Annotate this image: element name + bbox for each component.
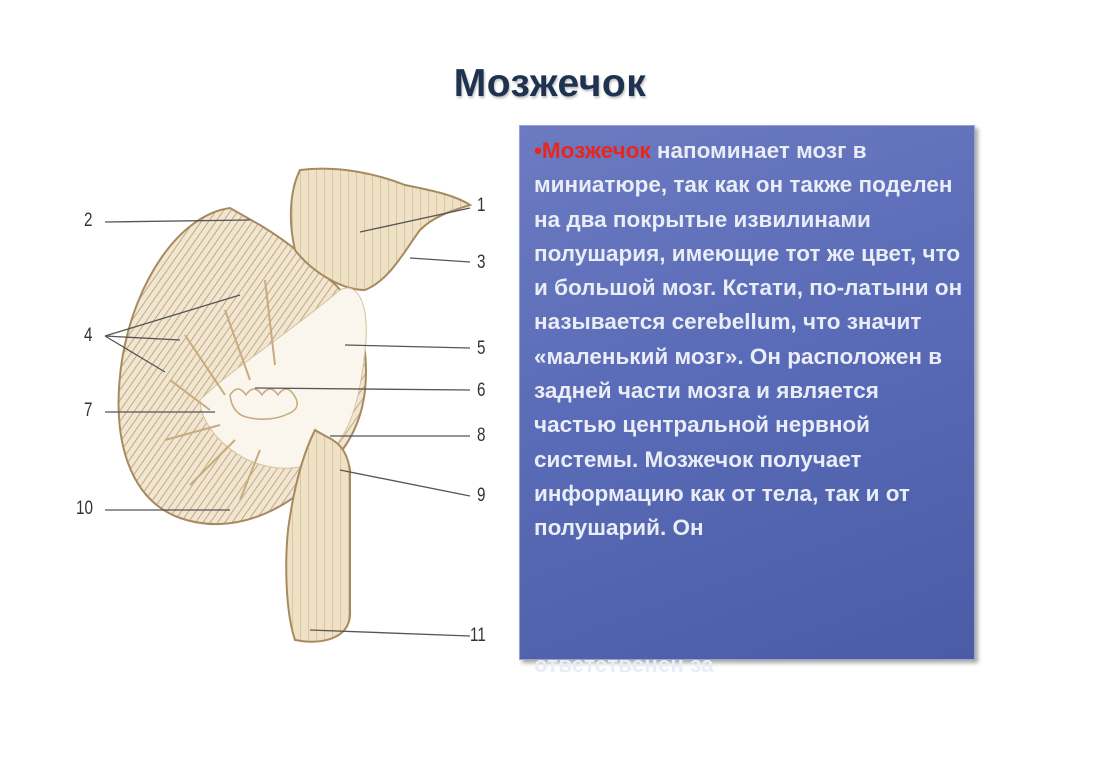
diagram-label-7: 7 <box>84 400 93 421</box>
diagram-label-5: 5 <box>477 338 486 359</box>
cerebellum-illustration <box>60 140 500 680</box>
highlight-term: Мозжечок <box>541 138 651 163</box>
diagram-label-8: 8 <box>477 425 486 446</box>
cerebellum-diagram <box>60 140 500 680</box>
diagram-label-2: 2 <box>84 210 93 231</box>
description-panel <box>519 125 975 677</box>
slide-title: Мозжечок <box>453 62 647 105</box>
diagram-label-6: 6 <box>477 380 486 401</box>
diagram-label-4: 4 <box>84 325 93 346</box>
diagram-label-3: 3 <box>477 252 486 273</box>
diagram-label-9: 9 <box>477 485 486 506</box>
diagram-label-11: 11 <box>470 625 486 646</box>
diagram-label-1: 1 <box>477 195 486 216</box>
diagram-label-10: 10 <box>76 498 93 519</box>
description-text <box>534 134 964 546</box>
bullet-marker: • <box>534 138 542 163</box>
description-body: напоминает мозг в миниатюре, так как он также поделен на два покрытые извилинами полушария, имеющие тот же цвет, что и большой мозг. Кстати, по-латыни он называется cerebellum, что значит «маленький мозг». Он расположен в задней части мозга и является частью центральной нервной системы. Мозжечок получает информацию как от тела, так и от полушарий. Он <box>534 138 963 541</box>
cutoff-text: ответственен за <box>534 652 714 677</box>
